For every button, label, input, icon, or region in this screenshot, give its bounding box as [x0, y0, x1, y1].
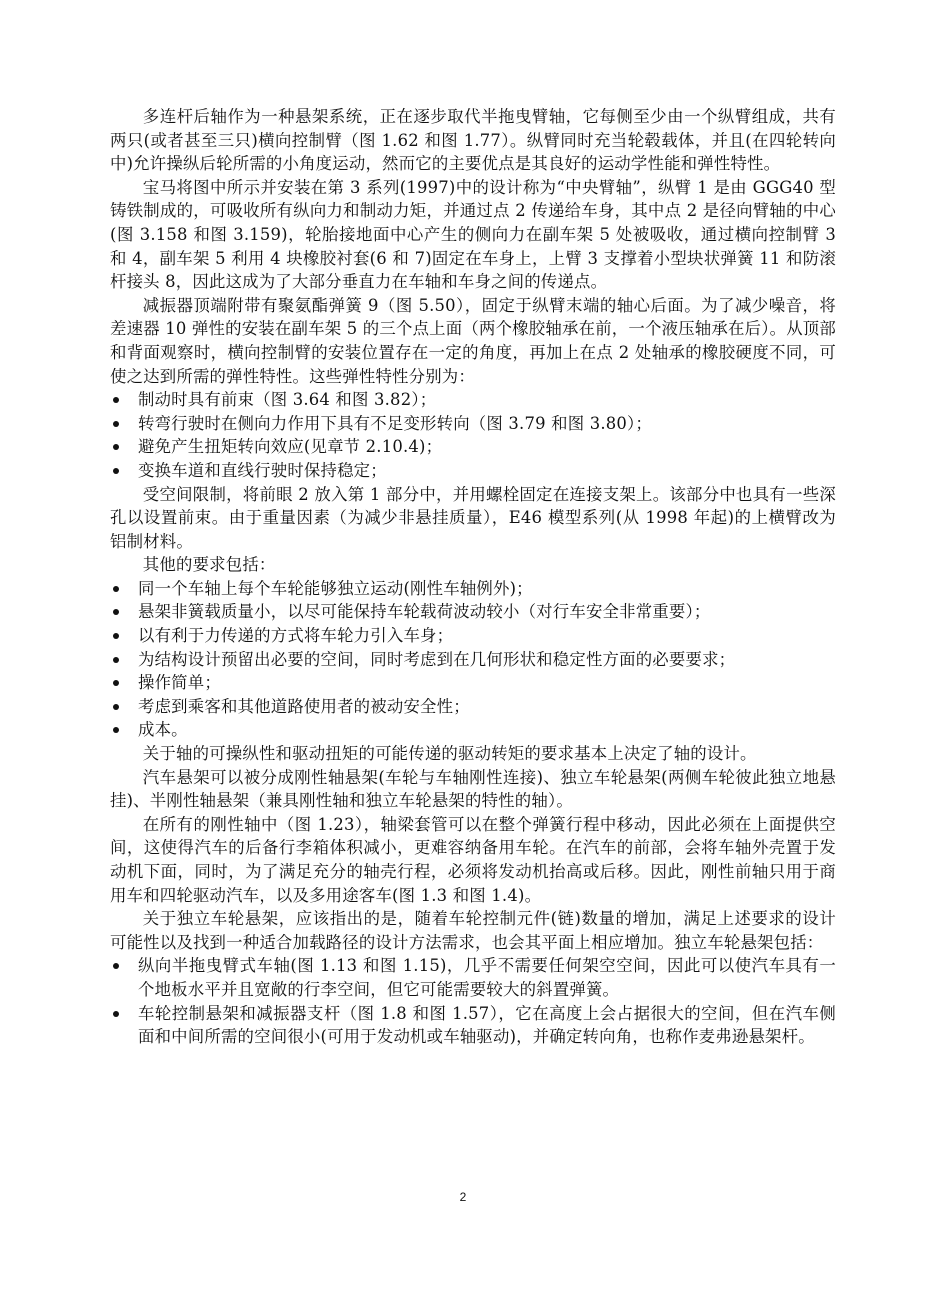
paragraph: 宝马将图中所示并安装在第 3 系列(1997)中的设计称为“中央臂轴”，纵臂 1 是由 GGG40 型铸铁制成的，可吸收所有纵向力和制动力矩，并通过点 2 传递给车身，其中点 2 是径向臂轴的中心(图 3.158 和图 3.159)，轮胎接地面中心产生的侧向力在副车架 5 处被吸收，通过横向控制臂 3 和 4，副车架 5 利用 4 块橡胶衬套(6 和 7)固定在车身上，上臂 3 支撑着小型块状弹簧 11 和防滚杆接头 8，因此这成为了大部分垂直力在车轴和车身之间的传递点。 [110, 177, 836, 292]
paragraph: 受空间限制，将前眼 2 放入第 1 部分中，并用螺栓固定在连接支架上。该部分中也具有一些深孔以设置前束。由于重量因素（为减少非悬挂质量），E46 模型系列(从 1998 年起)的上横臂改为铝制材料。 [110, 484, 836, 551]
list-item: 同一个车轴上每个车轮能够独立运动(刚性车轴例外)； [110, 577, 836, 601]
list-item: 悬架非簧载质量小，以尽可能保持车轮载荷波动较小（对行车安全非常重要）； [110, 600, 836, 624]
paragraph: 其他的要求包括： [142, 555, 276, 575]
list-item: 操作简单； [110, 671, 836, 695]
paragraph: 在所有的刚性轴中（图 1.23），轴梁套管可以在整个弹簧行程中移动，因此必须在上面提供空间，这使得汽车的后备行李箱体积减小，更难容纳备用车轮。在汽车的前部，会将车轴外壳置于发动机下面，同时，为了满足充分的轴壳行程，必须将发动机抬高或后移。因此，刚性前轴只用于商用车和四轮驱动汽车，以及多用途客车(图 1.3 和图 1.4)。 [110, 814, 836, 905]
list-item: 制动时具有前束（图 3.64 和图 3.82）； [110, 388, 836, 412]
list-item: 转弯行驶时在侧向力作用下具有不足变形转向（图 3.79 和图 3.80）； [110, 412, 836, 436]
list-item: 纵向半拖曳臂式车轴(图 1.13 和图 1.15)，几乎不需要任何架空空间，因此可以使汽车具有一个地板水平并且宽敞的行李空间，但它可能需要较大的斜置弹簧。 [110, 954, 836, 1001]
paragraph: 减振器顶端附带有聚氨酯弹簧 9（图 5.50），固定于纵臂末端的轴心后面。为了减少噪音，将差速器 10 弹性的安装在副车架 5 的三个点上面（两个橡胶轴承在前，一个液压轴承在后）。从顶部和背面观察时，横向控制臂的安装位置存在一定的角度，再加上在点 2 处轴承的橡胶硬度不同，可使之达到所需的弹性特性。这些弹性特性分别为： [110, 295, 836, 386]
bullet-list [110, 954, 836, 1048]
page-body [110, 105, 836, 1049]
page-number: 2 [459, 1190, 467, 1204]
list-item: 为结构设计预留出必要的空间，同时考虑到在几何形状和稳定性方面的必要要求； [110, 648, 836, 672]
list-item: 以有利于力传递的方式将车轮力引入车身； [110, 624, 836, 648]
list-item: 成本。 [110, 718, 836, 742]
paragraph: 汽车悬架可以被分成刚性轴悬架(车轮与车轴刚性连接)、独立车轮悬架(两侧车轮彼此独立地悬挂)、半刚性轴悬架（兼具刚性轴和独立车轮悬架的特性的轴）。 [110, 767, 836, 811]
list-item: 变换车道和直线行驶时保持稳定； [110, 459, 836, 483]
list-item: 车轮控制悬架和减振器支杆（图 1.8 和图 1.57），它在高度上会占据很大的空间，但在汽车侧面和中间所需的空间很小(可用于发动机或车轴驱动)，并确定转向角，也称作麦弗逊悬架杆。 [110, 1002, 836, 1049]
list-item: 避免产生扭矩转向效应(见章节 2.10.4)； [110, 435, 836, 459]
paragraph: 关于轴的可操纵性和驱动扭矩的可能传递的驱动转矩的要求基本上决定了轴的设计。 [142, 744, 757, 764]
paragraph: 多连杆后轴作为一种悬架系统，正在逐步取代半拖曳臂轴，它每侧至少由一个纵臂组成，共有两只(或者甚至三只)横向控制臂（图 1.62 和图 1.77）。纵臂同时充当轮毂载体，并且(在四轮转向中)允许操纵后轮所需的小角度运动，然而它的主要优点是其良好的运动学性能和弹性特性。 [110, 107, 836, 174]
bullet-list [110, 388, 836, 482]
bullet-list [110, 577, 836, 742]
list-item: 考虑到乘客和其他道路使用者的被动安全性； [110, 695, 836, 719]
paragraph: 关于独立车轮悬架，应该指出的是，随着车轮控制元件(链)数量的增加，满足上述要求的设计可能性以及找到一种适合加载路径的设计方法需求，也会其平面上相应增加。独立车轮悬架包括： [110, 909, 836, 952]
